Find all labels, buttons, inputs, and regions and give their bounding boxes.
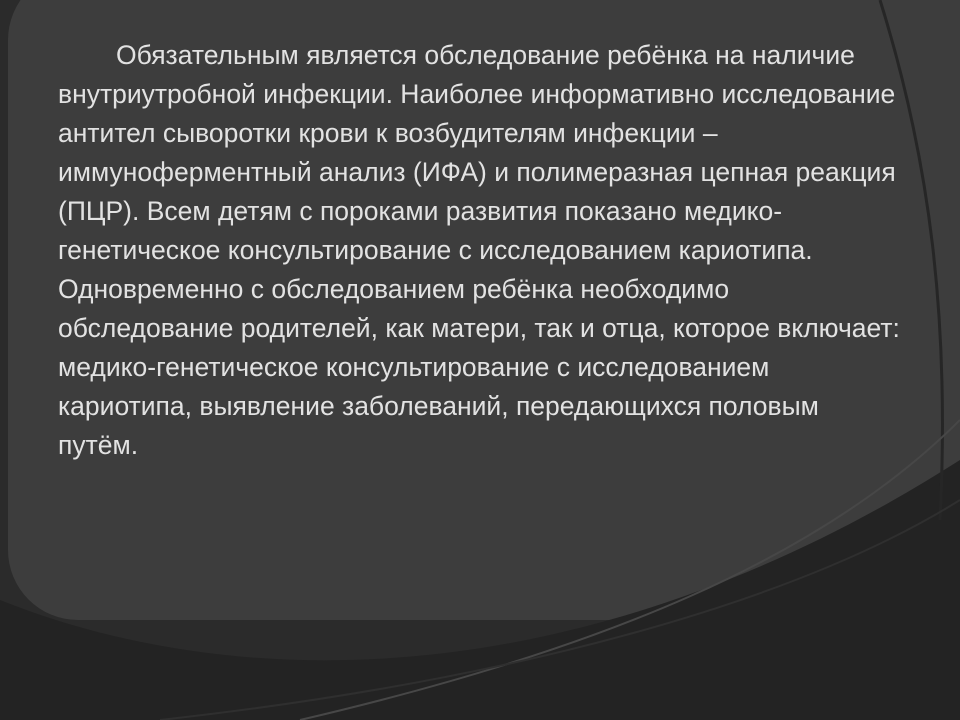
body-text: Обязательным является обследование ребёнка на наличие внутриутробной инфекции. Наиболее информативно исследование антител сыворотки крови к возбудителям инфекции – иммуноферментный анализ (ИФА) и полимеразная цепная реакция (ПЦР). Всем детям с пороками развития показано медико-генетическое консультирование с исследованием кариотипа. Одновременно с обследованием ребёнка необходимо обследование родителей, как матери, так и отца, которое включает: медико-генетическое консультирование с исследованием кариотипа, выявление заболеваний, передающихся половым путём. bbox=[58, 40, 900, 460]
